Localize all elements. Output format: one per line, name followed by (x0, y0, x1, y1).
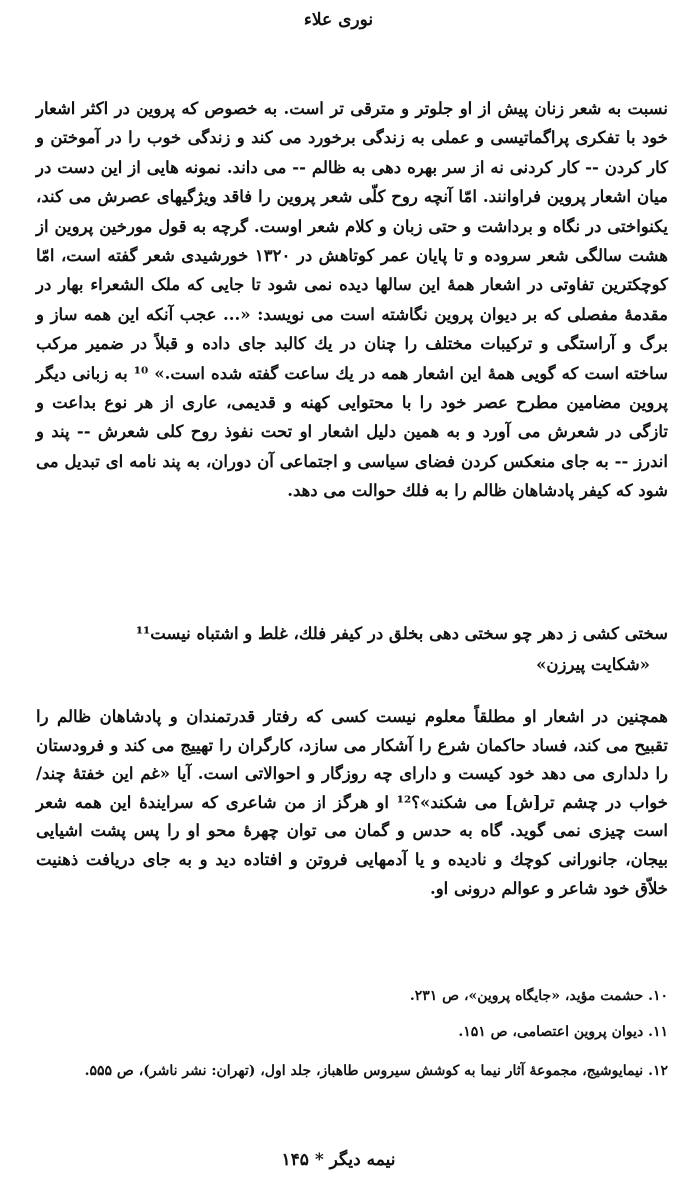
footnote-10: ۱۰. حشمت مؤید، «جایگاه پروین»، ص ۲۳۱. (409, 988, 668, 1004)
footnote-12: ۱۲. نیمایوشیج، مجموعهٔ آثار نیما به کوشش سیروس طاهباز، جلد اول، (تهران: نشر ناشر)، ص ۵۵۵. (84, 1063, 668, 1079)
page-footer: نیمه دیگر * ۱۴۵ (281, 1150, 396, 1170)
footnote-11: ۱۱. دیوان پروین اعتصامی، ص ۱۵۱. (458, 1024, 668, 1040)
running-header-author: نوری علاء (303, 10, 374, 30)
poem-source: «شکایت پیرزن» (536, 655, 650, 674)
poem-quote (36, 618, 668, 680)
paragraph-2: همچنین در اشعار او مطلقاً معلوم نیست کسی که رفتار قدرتمندان و پادشاهان ظالم را تقبیح می کند، فساد حاکمان شرع را آشکار می سازد، کارگران را تهییج می کند و فرودستان را دلداری می دهد خود کیست و دارای چه روزگار و احوالاتی است. آیا «غم این خفتهٔ چند/خواب در چشم تر[ش] می شکند»؟¹² او هرگز از من شاعری که سرایندهٔ این همه شعر است چیزی نمی گوید. گاه به حدس و گمان می توان چهرهٔ محو او را پس پشت اشیایی بیجان، جانورانی کوچك و نادیده و یا آدمهایی فروتن و افتاده دید و به جای دریافت ذهنیت خلاّق خود شاعر و عوالم درونی او. (36, 707, 669, 898)
poem-line: سختی کشی ز دهر چو سختی دهی بخلق در کیفر فلك، غلط و اشتباه نیست¹¹ (135, 624, 668, 643)
paragraph-1: نسبت به شعر زنان پیش از او جلوتر و مترقی تر است. به خصوص که پروین در اکثر اشعار خود با تفکری پراگماتیسی و عملی به زندگی برخورد می کند و زندگی خوب را در آموختن و کار کردن -- کار کردنی نه از سر بهره دهی به ظالم -- می داند. نمونه هایی از این دست در میان اشعار پروین فراوانند. امّا آنچه روح کلّی شعر پروین را فاقد ویژگیهای عصرش می کند، یکنواختی در نگاه و برداشت و حتی زبان و کلام شعر اوست. گرچه به قول مورخین پروین از هشت سالگی شعر سروده و تا پایان عمر کوتاهش در ۱۳۲۰ خورشیدی شعر گفته است، امّا کوچکترین تفاوتی در اشعار همهٔ این سالها دیده نمی شود تا جایی که ملک الشعراء بهار در مقدمهٔ مفصلی که بر دیوان پروین نگاشته است می نویسد: «... عجب آنکه این همه ساز و برگ و آراستگی و ترکیبات مختلف را چنان در یك کالبد جای داده و قبلاً در ضمیر مرکب ساخته است که گویی همهٔ این اشعار همه در یك ساعت گفته شده است.» ¹⁰ به زبانی دیگر پروین مضامین مطرح عصر خود را با محتوایی کهنه و قدیمی، عاری از هر نوع بداعت و تازگی در شعرش می آورد و به همین دلیل اشعار او تحت نفوذ روح کلی شعرش -- پند و اندرز -- به جای منعکس کردن فضای سیاسی و اجتماعی آن دوران، به پند نامه ای تبدیل می شود که کیفر پادشاهان ظالم را به فلك حوالت می دهد. (36, 99, 669, 501)
footnotes (36, 985, 668, 1086)
